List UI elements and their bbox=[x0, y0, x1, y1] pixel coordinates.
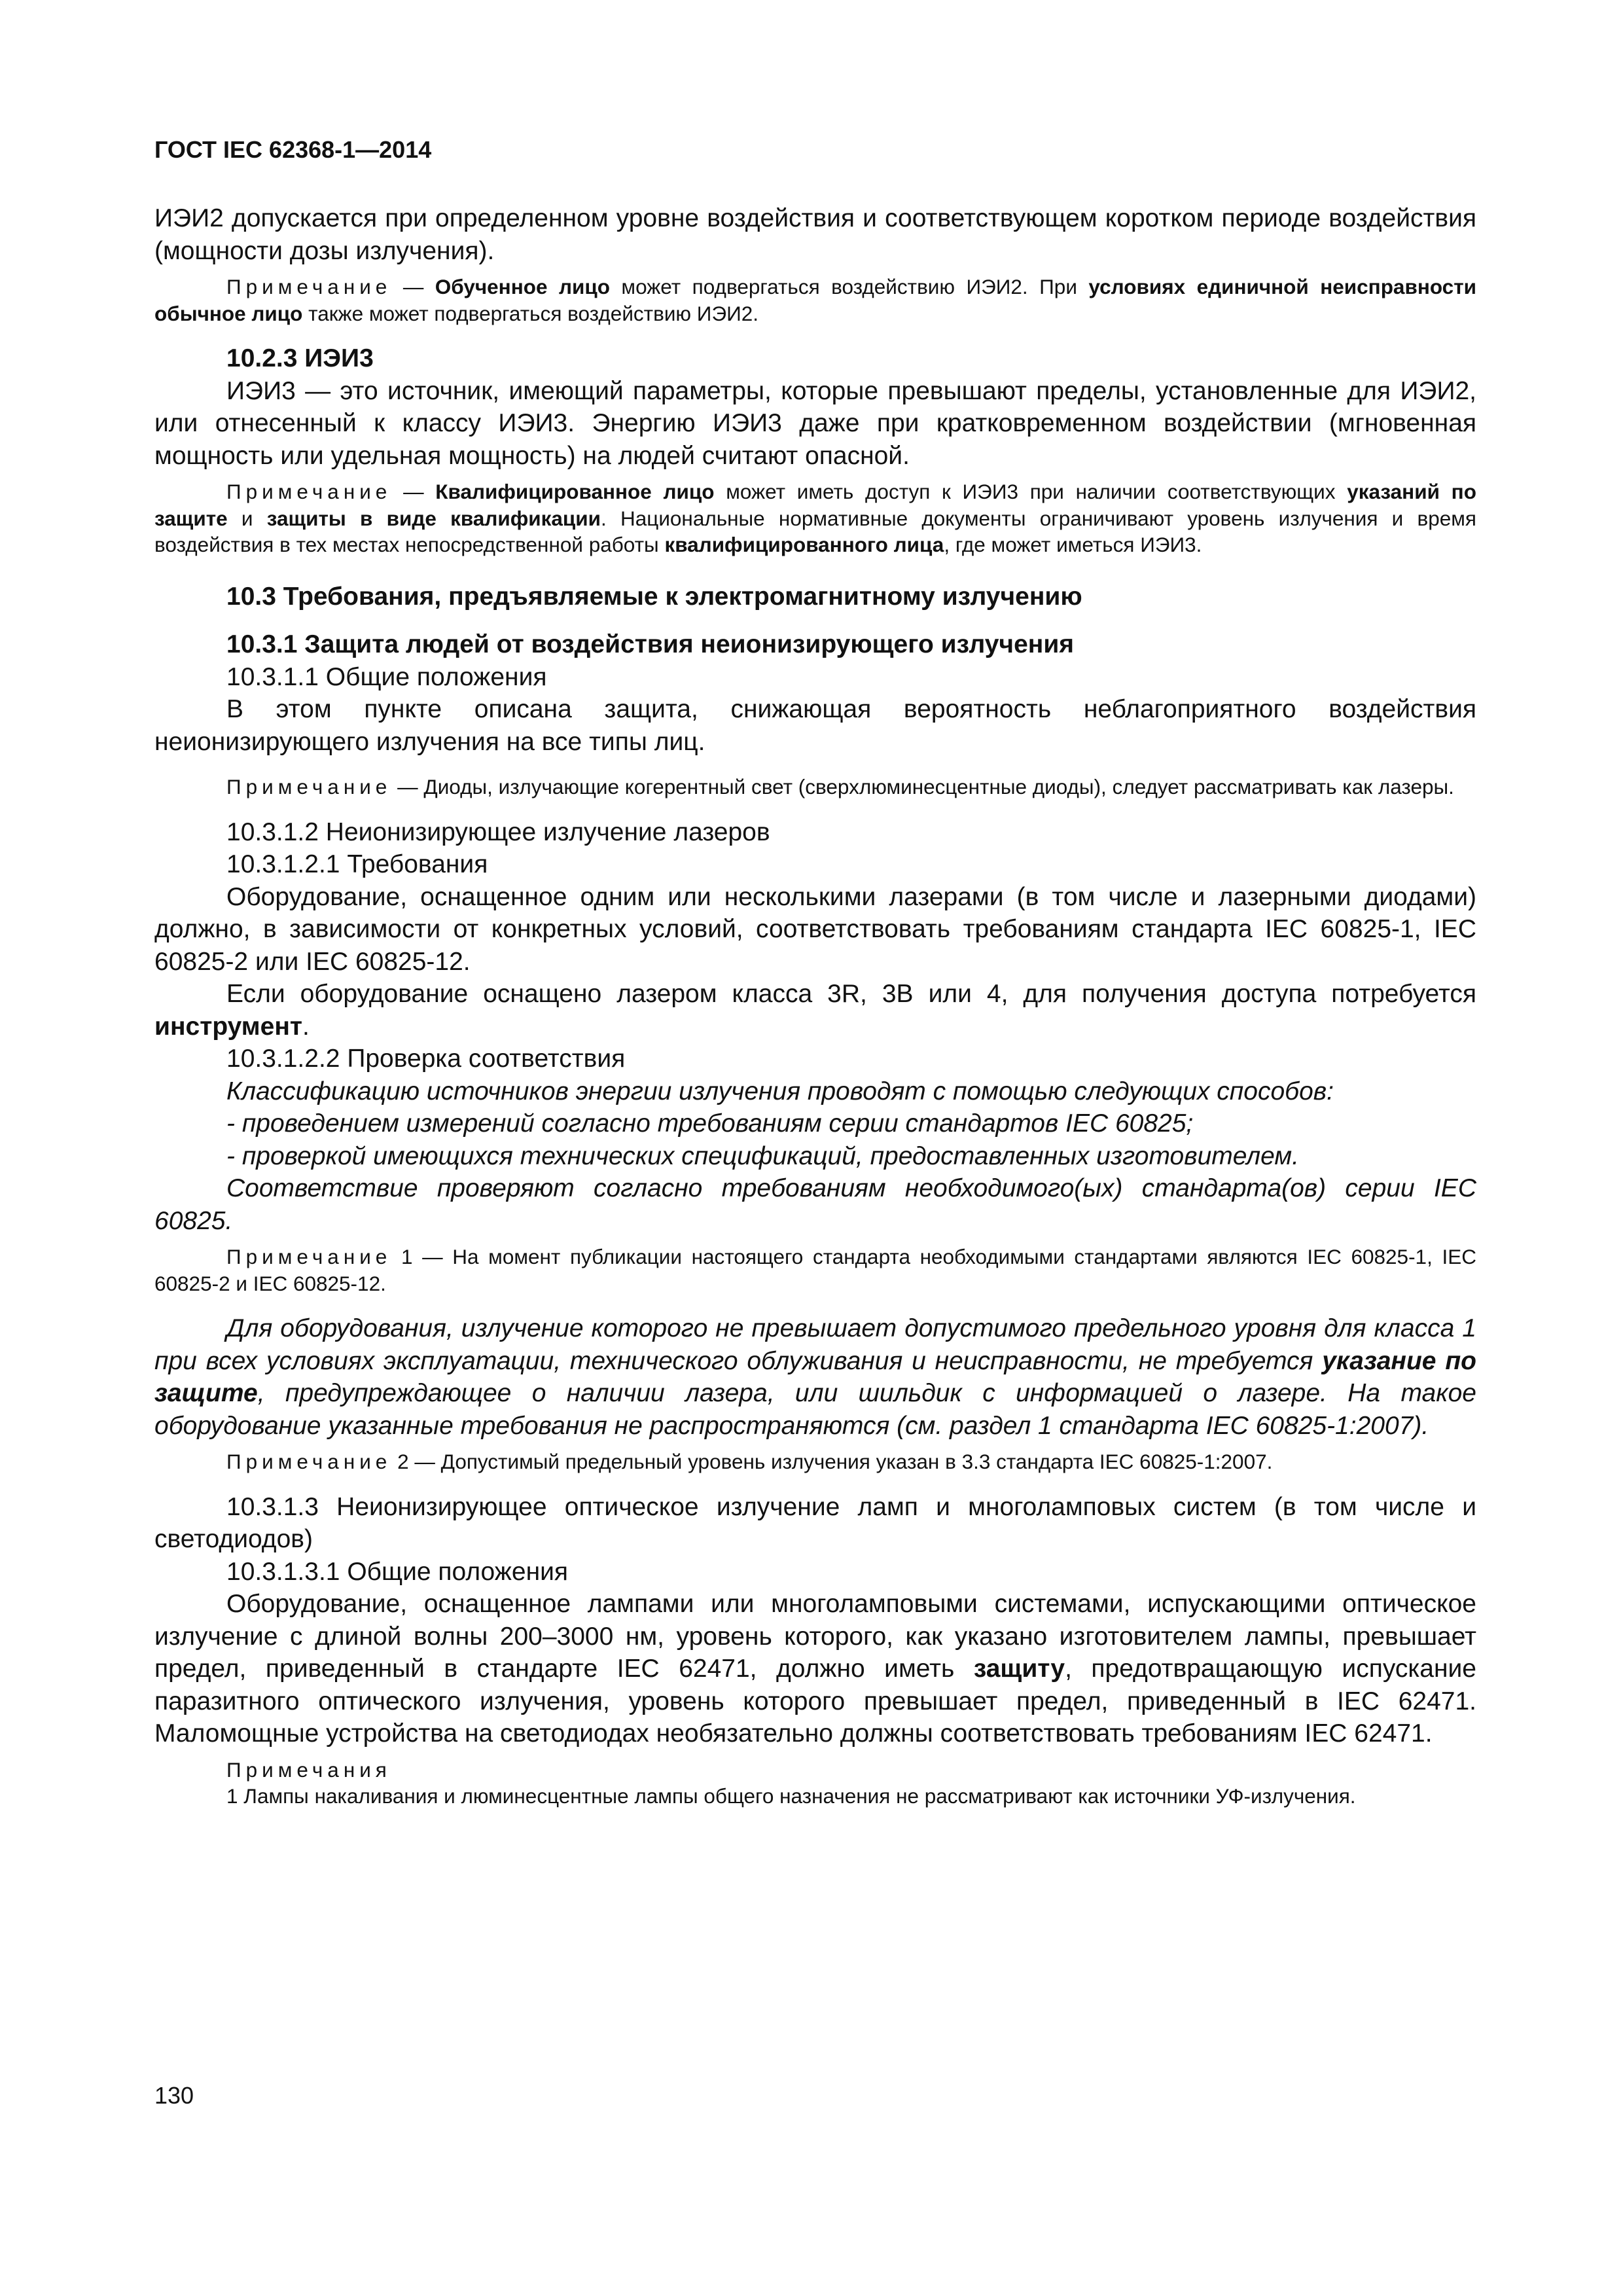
heading-10-3: 10.3 Требования, предъявляемые к электромагнитному излучению bbox=[226, 582, 1082, 611]
note-lamps: 1 Лампы накаливания и люминесцентные лампы общего назначения не рассматривают как источники УФ-излучения. bbox=[226, 1784, 1356, 1808]
compliance-text-3: - проверкой имеющихся технических спецификаций, предоставленных изготовителем. bbox=[226, 1141, 1299, 1170]
document-header: ГОСТ IEC 62368-1—2014 bbox=[154, 136, 432, 163]
paragraph-lamps: Оборудование, оснащенное лампами или многоламповыми системами, испускающими оптическое излучение с длиной волны 200–3000 нм, уровень которого, как указано изготовителем лампы, превышает предел, приведенный в стандарте IEC 62471, должно иметь защиту, предотвращающую испускание паразитного оптического излучения, уровень которого превышает предел, приведенный в IEC 62471. Маломощные устройства на светодиодах необязательно должны соответствовать требованиям IEC 62471. bbox=[154, 1590, 1477, 1748]
page-number: 130 bbox=[154, 2082, 194, 2109]
paragraph-laser-class: Если оборудование оснащено лазером класса 3R, 3B или 4, для получения доступа потребуется инструмент. bbox=[154, 980, 1476, 1041]
paragraph-ieie2-continued: ИЭИ2 допускается при определенном уровне воздействия и соответствующем коротком периоде воздействия (мощности дозы излучения). bbox=[154, 204, 1476, 265]
heading-10-3-1-2-1: 10.3.1.2.1 Требования bbox=[226, 850, 488, 878]
note-label: Примечание bbox=[226, 1245, 392, 1268]
paragraph-lasers: Оборудование, оснащенное одним или несколькими лазерами (в том числе и лазерными диодами) должно, в зависимости от конкретных условий, соответствовать требованиям стандарта IEC 60825-1, IEC 60825-2 или IEC 60825-12. bbox=[154, 882, 1476, 976]
paragraph-ieie3: ИЭИ3 — это источник, имеющий параметры, которые превышают пределы, установленные для ИЭИ2, или отнесенный к классу ИЭИ3. Энергию ИЭИ3 даже при кратковременном воздействии (мгновенная мощность или удельная мощность) на людей считают опасной. bbox=[154, 376, 1476, 470]
note-diodes: Примечание — Диоды, излучающие когерентный свет (сверхлюминесцентные диоды), следует рассматривать как лазеры. bbox=[226, 775, 1454, 798]
heading-10-3-1-1: 10.3.1.1 Общие положения bbox=[226, 662, 547, 691]
compliance-text-1: Классификацию источников энергии излучения проводят с помощью следующих способов: bbox=[226, 1077, 1334, 1105]
note-qualified-person: Примечание — Квалифицированное лицо может иметь доступ к ИЭИ3 при наличии соответствующих указаний по защите и защиты в виде квалификации. Национальные нормативные документы ограничивают уровень излучения и время воздействия в тех местах непосредственной работы квалифицированного лица, где может иметься ИЭИ3. bbox=[154, 480, 1476, 556]
compliance-text-4: Соответствие проверяют согласно требованиям необходимого(ых) стандарта(ов) серии IEC 60825. bbox=[154, 1174, 1476, 1235]
note-label: Примечание bbox=[226, 275, 392, 298]
document-page bbox=[154, 134, 1476, 1810]
compliance-text-2: - проведением измерений согласно требованиям серии стандартов IEC 60825; bbox=[226, 1109, 1194, 1138]
heading-10-2-3: 10.2.3 ИЭИ3 bbox=[226, 344, 374, 372]
heading-10-3-1: 10.3.1 Защита людей от воздействия неионизирующего излучения bbox=[226, 630, 1075, 658]
notes-heading: Примечания bbox=[226, 1757, 391, 1782]
note-1-standards: Примечание 1 — На момент публикации настоящего стандарта необходимыми стандартами являются IEC 60825-1, IEC 60825-2 и IEC 60825-12. bbox=[154, 1245, 1476, 1295]
note-2-limit: Примечание 2 — Допустимый предельный уровень излучения указан в 3.3 стандарта IEC 60825-1:2007. bbox=[226, 1450, 1273, 1473]
heading-10-3-1-2-2: 10.3.1.2.2 Проверка соответствия bbox=[226, 1045, 626, 1073]
compliance-text-class1: Для оборудования, излучение которого не превышает допустимого предельного уровня для класса 1 при всех условиях эксплуатации, технического облуживания и неисправности, не требуется указание по защите, предупреждающее о наличии лазера, или шильдик с информацией о лазере. На такое оборудование указанные требования не распространяются (см. раздел 1 стандарта IEC 60825-1:2007). bbox=[154, 1314, 1476, 1440]
heading-10-3-1-3: 10.3.1.3 Неионизирующее оптическое излучение ламп и многоламповых систем (в том числе и светодиодов) bbox=[154, 1492, 1476, 1553]
heading-10-3-1-2: 10.3.1.2 Неионизирующее излучение лазеров bbox=[226, 817, 770, 846]
note-label: Примечание bbox=[226, 480, 392, 503]
note-label: Примечание bbox=[226, 775, 392, 798]
note-trained-person: Примечание — Обученное лицо может подвергаться воздействию ИЭИ2. При условиях единичной неисправности обычное лицо также может подвергаться воздействию ИЭИ2. bbox=[154, 275, 1476, 325]
heading-10-3-1-3-1: 10.3.1.3.1 Общие положения bbox=[226, 1557, 569, 1586]
note-label: Примечание bbox=[226, 1450, 392, 1473]
paragraph-10-3-1-1: В этом пункте описана защита, снижающая вероятность неблагоприятного воздействия неионизирующего излучения на все типы лиц. bbox=[154, 695, 1476, 756]
